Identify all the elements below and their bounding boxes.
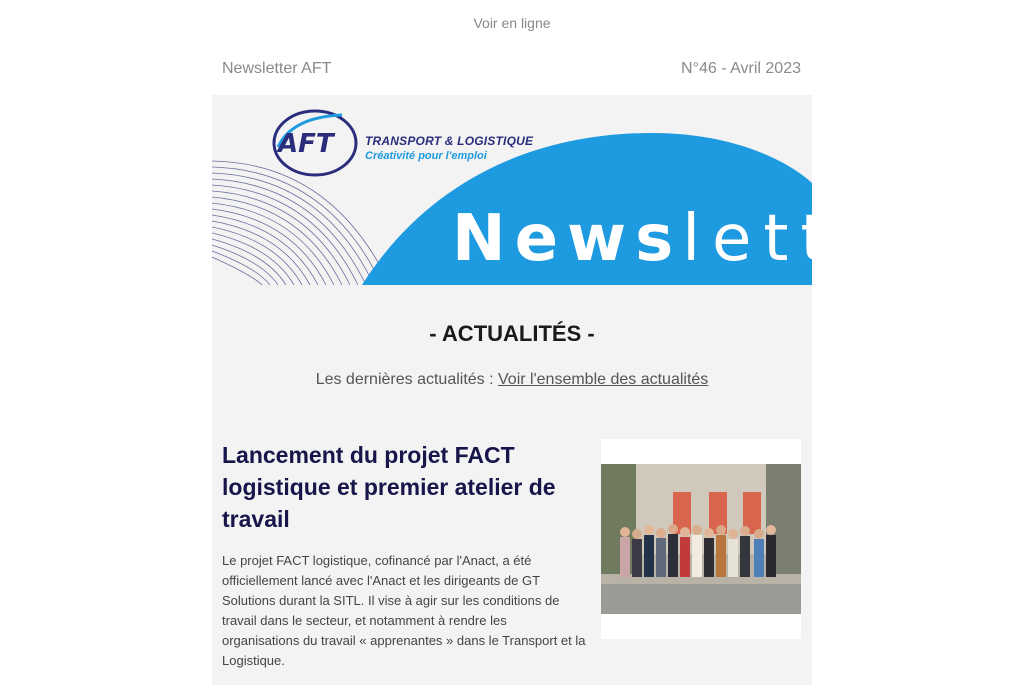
article-title[interactable]: Lancement du projet FACT logistique et premier atelier de travail bbox=[222, 442, 556, 532]
aft-logo-mark bbox=[272, 107, 362, 179]
logo-text: AFT bbox=[278, 129, 334, 159]
latest-news-line bbox=[212, 371, 812, 389]
section-title: - ACTUALITÉS - bbox=[429, 321, 595, 346]
banner-word-bold: News bbox=[452, 202, 683, 276]
banner-heading bbox=[452, 202, 928, 276]
logo-title: TRANSPORT & LOGISTIQUE bbox=[365, 134, 534, 148]
article-body: Le projet FACT logistique, cofinancé par l'Anact, a été officiellement lancé avec l'Anact et les dirigeants de GT Solutions durant la SITL. Il vise à agir sur les conditions de travail dans le secteur, et notamment à rendre les organisations du travail « apprenantes » dans le Transport et la Logistique. bbox=[222, 553, 586, 668]
banner-word-light: letter bbox=[682, 202, 928, 276]
logo-tagline: Créativité pour l'emploi bbox=[365, 150, 487, 162]
newsletter-container bbox=[212, 95, 928, 685]
all-news-link[interactable]: Voir l'ensemble des actualités bbox=[498, 371, 709, 388]
newsletter-name: Newsletter AFT bbox=[222, 60, 332, 77]
group-photo bbox=[601, 464, 801, 614]
decorative-arcs bbox=[212, 161, 390, 285]
article-photo[interactable] bbox=[601, 439, 801, 639]
issue-date: N°46 - Avril 2023 bbox=[681, 60, 801, 77]
newsletter-banner bbox=[212, 95, 928, 285]
view-online-link[interactable]: Voir en ligne bbox=[473, 15, 551, 31]
latest-prefix: Les dernières actualités : bbox=[315, 371, 499, 388]
